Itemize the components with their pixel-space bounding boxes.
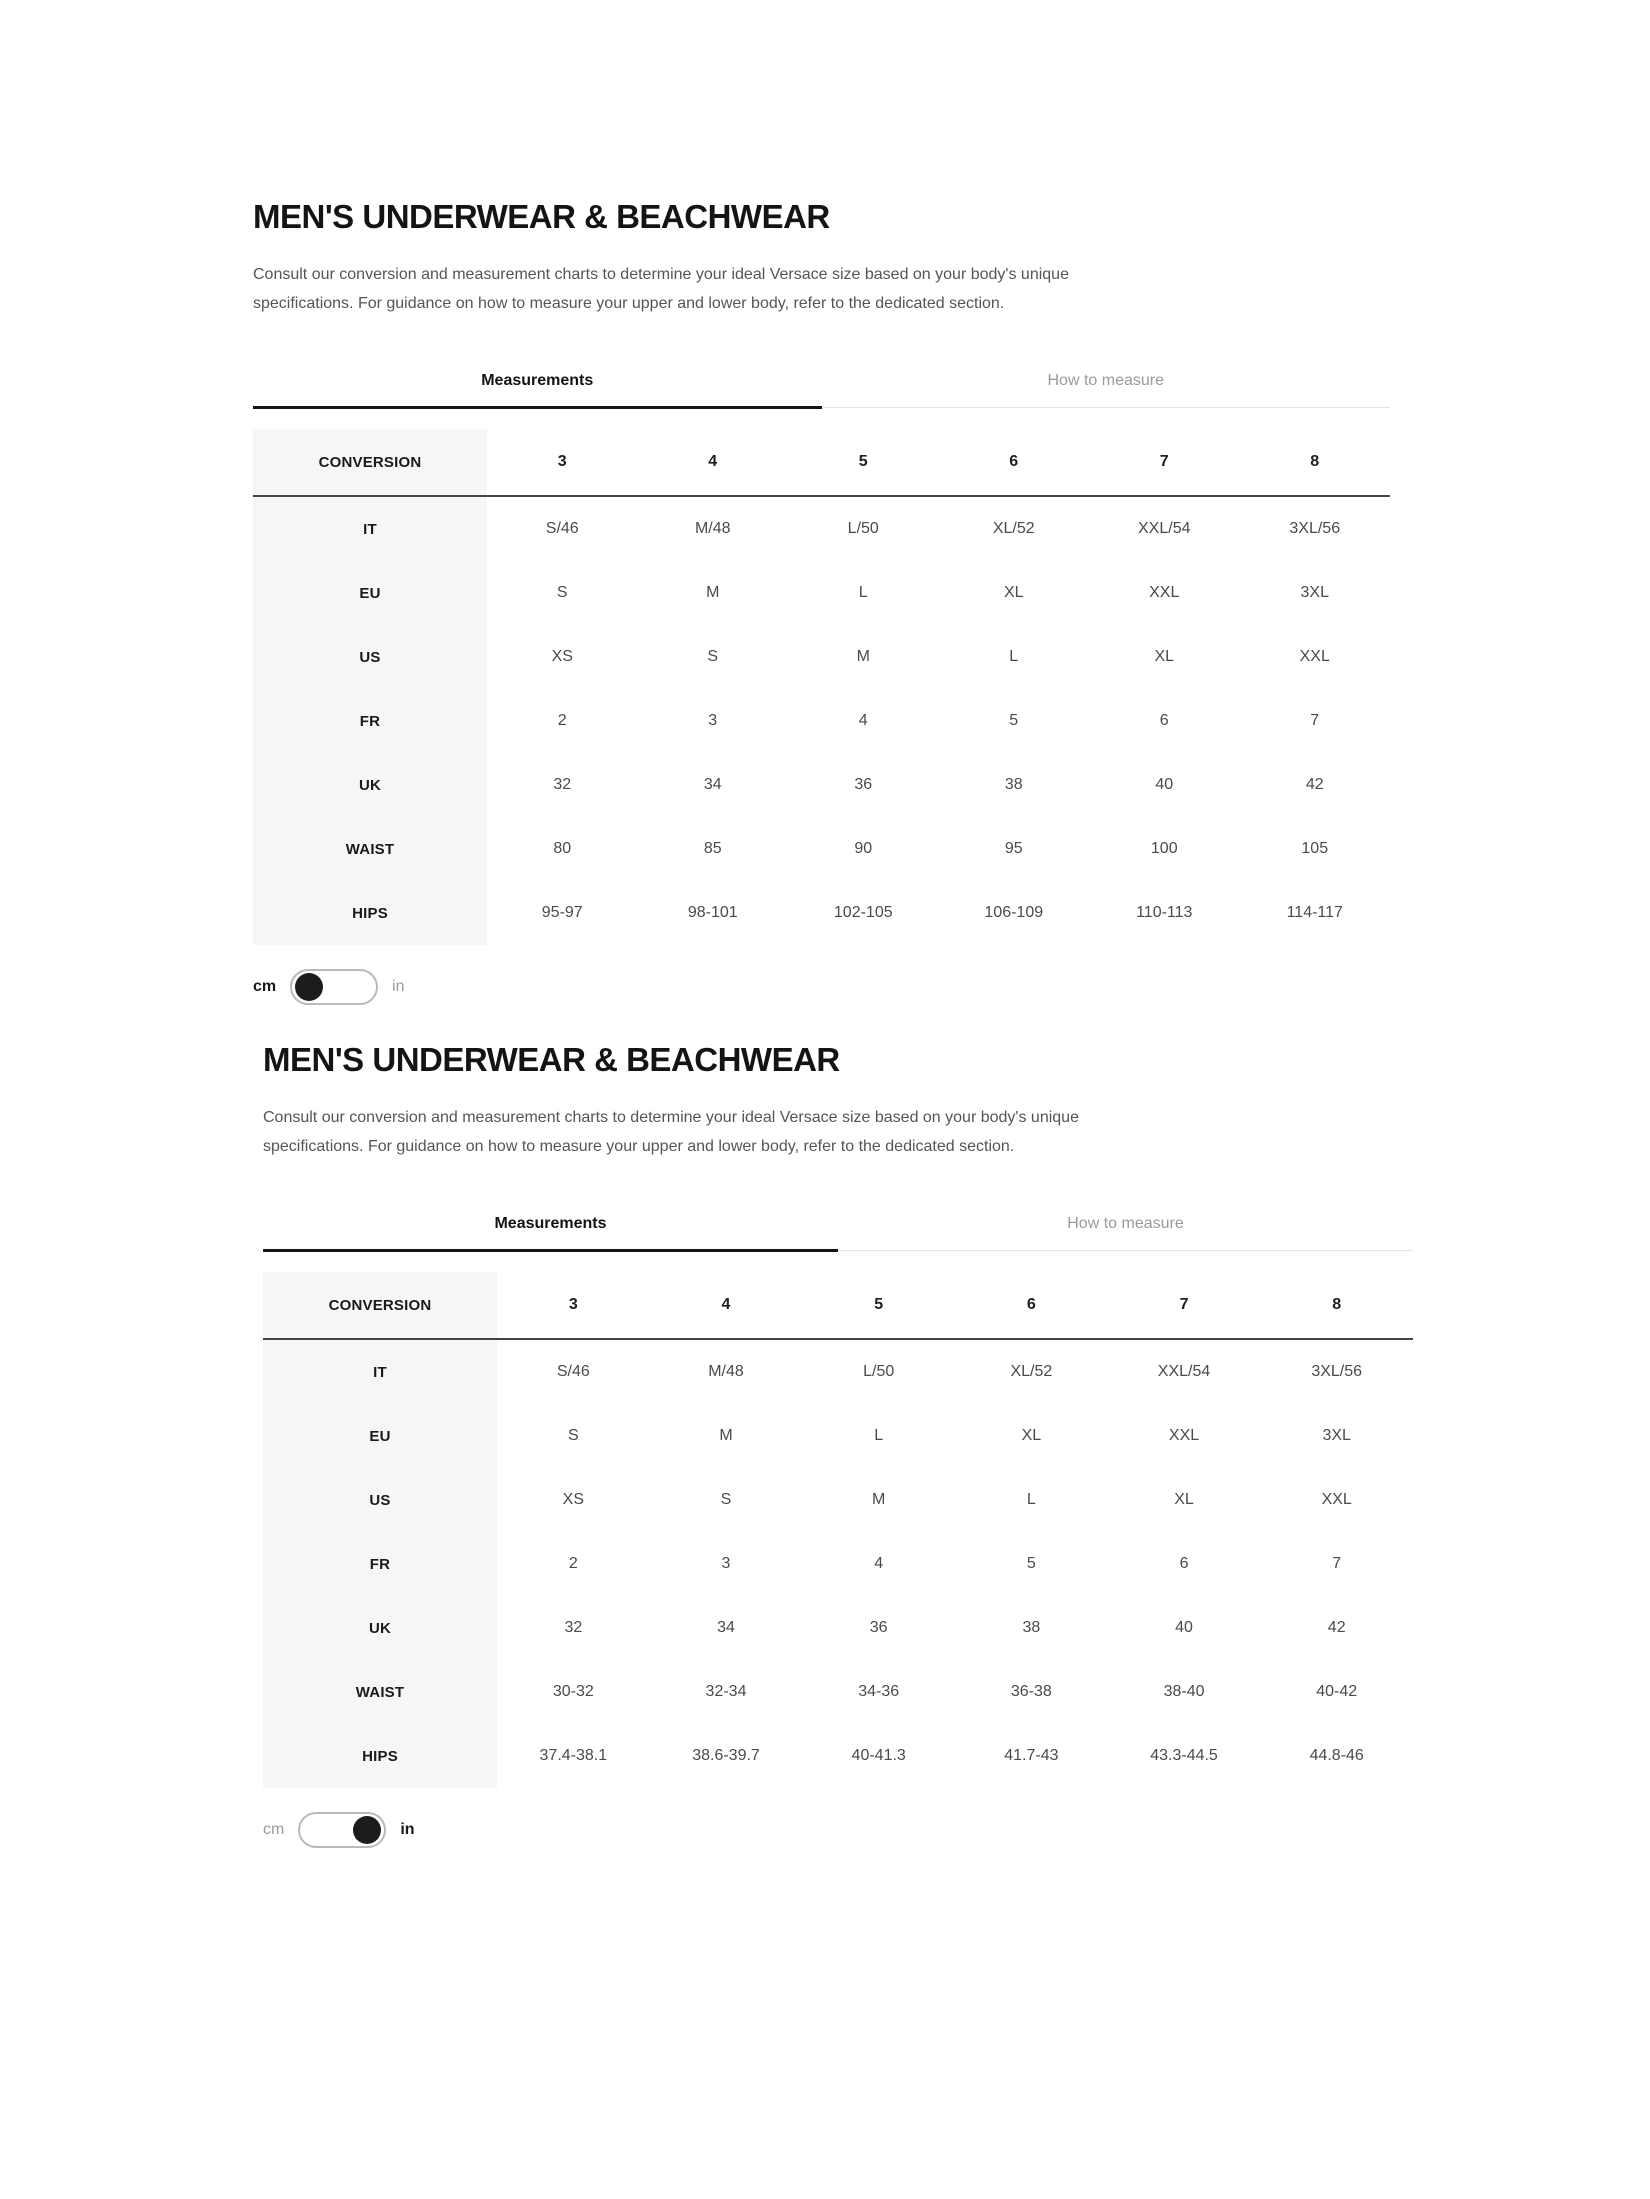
table-row	[253, 689, 1390, 753]
size-value: 42	[1305, 776, 1324, 793]
size-value: M/48	[708, 1363, 744, 1380]
row-label: IT	[253, 497, 487, 561]
size-value: 32-34	[705, 1683, 747, 1700]
size-value: 114-117	[1286, 904, 1343, 921]
unit-toggle	[263, 1812, 1413, 1848]
row-label: FR	[263, 1532, 497, 1596]
size-value: L	[1026, 1491, 1036, 1508]
size-value: XL/52	[1010, 1363, 1053, 1380]
size-value: L	[858, 584, 868, 601]
table-row	[263, 1340, 1413, 1404]
header-size-number: 5	[874, 1296, 884, 1313]
row-label: US	[253, 625, 487, 689]
table-row	[253, 497, 1390, 561]
size-value: 32	[564, 1619, 583, 1636]
size-value: 6	[1159, 712, 1169, 729]
size-value: 44.8-46	[1309, 1747, 1364, 1764]
table-row	[263, 1724, 1413, 1788]
size-value: 38	[1004, 776, 1023, 793]
size-value: S	[720, 1491, 732, 1508]
tab-how-to-measure[interactable]: How to measure	[1047, 372, 1164, 389]
table-row	[253, 625, 1390, 689]
size-value: 36	[869, 1619, 888, 1636]
table-row	[253, 817, 1390, 881]
page-title: MEN'S UNDERWEAR & BEACHWEAR	[263, 1041, 840, 1078]
size-value: XS	[551, 648, 573, 665]
size-value: 100	[1150, 840, 1178, 857]
size-conversion-table	[253, 429, 1390, 945]
size-value: 43.3-44.5	[1150, 1747, 1218, 1764]
row-label: HIPS	[253, 881, 487, 945]
unit-toggle	[253, 969, 1390, 1005]
size-value: 3XL	[1322, 1427, 1351, 1444]
table-row	[263, 1468, 1413, 1532]
size-value: 30-32	[552, 1683, 594, 1700]
size-value: M	[706, 584, 720, 601]
page-title: MEN'S UNDERWEAR & BEACHWEAR	[253, 198, 830, 235]
size-value: 3XL/56	[1311, 1363, 1363, 1380]
tab-measurements[interactable]: Measurements	[263, 1215, 838, 1252]
size-value: 2	[557, 712, 567, 729]
row-label: US	[263, 1468, 497, 1532]
size-value: 32	[553, 776, 572, 793]
size-value: 2	[568, 1555, 578, 1572]
row-label: EU	[263, 1404, 497, 1468]
size-value: M	[856, 648, 870, 665]
row-label: WAIST	[253, 817, 487, 881]
size-value: 98-101	[687, 904, 738, 921]
size-value: L	[874, 1427, 884, 1444]
size-value: 90	[854, 840, 873, 857]
tab-how-to-measure[interactable]: How to measure	[1067, 1215, 1184, 1232]
size-value: 3XL	[1300, 584, 1329, 601]
size-value: M	[872, 1491, 886, 1508]
size-value: L	[1009, 648, 1019, 665]
size-value: 5	[1026, 1555, 1036, 1572]
header-size-number: 8	[1310, 453, 1320, 470]
size-section-cm	[253, 198, 1390, 1005]
table-row	[253, 561, 1390, 625]
unit-label-in: in	[392, 978, 405, 995]
size-value: 4	[874, 1555, 884, 1572]
size-value: S	[568, 1427, 579, 1444]
unit-label-cm: cm	[253, 978, 277, 995]
size-value: 34-36	[858, 1683, 900, 1700]
tab-bar	[263, 1203, 1413, 1251]
size-value: 38.6-39.7	[692, 1747, 760, 1764]
size-value: 37.4-38.1	[539, 1747, 608, 1764]
size-value: 105	[1301, 840, 1329, 857]
size-value: 40	[1175, 1619, 1193, 1636]
unit-label-cm: cm	[263, 1821, 285, 1838]
size-value: M/48	[694, 520, 731, 537]
size-value: L/50	[863, 1363, 895, 1380]
switch-knob	[353, 1816, 381, 1844]
size-value: 3	[708, 712, 718, 729]
header-conversion-label: CONVERSION	[263, 1272, 497, 1338]
size-value: XL	[1003, 584, 1024, 601]
size-value: XL/52	[992, 520, 1035, 537]
row-label: IT	[263, 1340, 497, 1404]
switch-knob	[295, 973, 323, 1001]
size-value: 36	[854, 776, 873, 793]
table-row	[253, 753, 1390, 817]
size-value: XXL	[1299, 648, 1330, 665]
size-value: 38-40	[1163, 1683, 1205, 1700]
size-value: 85	[703, 840, 722, 857]
row-label: WAIST	[263, 1660, 497, 1724]
size-value: 7	[1332, 1555, 1342, 1572]
header-size-number: 4	[708, 453, 718, 470]
row-label: HIPS	[263, 1724, 497, 1788]
size-value: M	[719, 1427, 733, 1444]
size-value: S/46	[556, 1363, 590, 1380]
unit-label-in: in	[400, 1821, 415, 1838]
tab-measurements[interactable]: Measurements	[253, 372, 822, 409]
header-size-number: 4	[721, 1296, 731, 1313]
size-value: XXL	[1149, 584, 1180, 601]
size-value: XL	[1174, 1491, 1194, 1508]
size-value: 102-105	[833, 904, 893, 921]
table-row	[263, 1532, 1413, 1596]
size-value: 4	[858, 712, 868, 729]
size-value: XS	[562, 1491, 584, 1508]
size-value: XL	[1154, 648, 1175, 665]
size-value: 5	[1009, 712, 1019, 729]
size-value: 38	[1022, 1619, 1041, 1636]
header-conversion-label: CONVERSION	[253, 429, 487, 495]
tab-bar	[253, 360, 1390, 408]
size-section-in	[263, 1041, 1413, 1848]
size-value: 40	[1155, 776, 1174, 793]
header-size-number: 6	[1009, 453, 1019, 470]
size-value: 80	[553, 840, 572, 857]
size-value: 36-38	[1010, 1683, 1052, 1700]
size-value: S	[556, 584, 568, 601]
header-size-number: 6	[1026, 1296, 1036, 1313]
row-label: UK	[263, 1596, 497, 1660]
size-value: 6	[1179, 1555, 1189, 1572]
size-value: XL	[1021, 1427, 1042, 1444]
section-description: Consult our conversion and measurement charts to determine your ideal Versace size based on your body's unique specifications. For guidance on how to measure your upper and lower body, refer to the dedicated section.	[263, 1109, 1079, 1155]
size-value: 95-97	[541, 904, 583, 921]
header-size-number: 3	[557, 453, 567, 470]
size-value: 106-109	[984, 904, 1044, 921]
table-header-row	[263, 1272, 1413, 1340]
size-value: 3XL/56	[1289, 520, 1341, 537]
size-value: 34	[703, 776, 722, 793]
size-value: XXL	[1168, 1427, 1200, 1444]
header-size-number: 7	[1179, 1296, 1189, 1313]
header-size-number: 7	[1159, 453, 1169, 470]
cm-in-switch[interactable]	[290, 969, 378, 1005]
table-row	[263, 1596, 1413, 1660]
size-value: 34	[717, 1619, 735, 1636]
size-value: XXL/54	[1138, 520, 1191, 537]
row-label: EU	[253, 561, 487, 625]
cm-in-switch[interactable]	[298, 1812, 386, 1848]
header-size-number: 8	[1332, 1296, 1342, 1313]
table-row	[263, 1660, 1413, 1724]
size-value: 40-42	[1316, 1683, 1358, 1700]
header-size-number: 5	[858, 453, 868, 470]
table-header-row	[253, 429, 1390, 497]
size-value: S	[707, 648, 719, 665]
header-size-number: 3	[568, 1296, 578, 1313]
size-value: 95	[1004, 840, 1023, 857]
table-row	[263, 1404, 1413, 1468]
size-value: XXL/54	[1157, 1363, 1211, 1380]
size-value: 7	[1310, 712, 1320, 729]
size-value: S/46	[545, 520, 579, 537]
size-value: 110-113	[1136, 904, 1193, 921]
size-value: 41.7-43	[1004, 1747, 1059, 1764]
size-value: 3	[721, 1555, 731, 1572]
size-value: 42	[1327, 1619, 1346, 1636]
section-description: Consult our conversion and measurement charts to determine your ideal Versace size based on your body's unique specifications. For guidance on how to measure your upper and lower body, refer to the dedicated section.	[253, 266, 1069, 312]
table-row	[253, 881, 1390, 945]
size-value: L/50	[847, 520, 879, 537]
size-value: 40-41.3	[851, 1747, 906, 1764]
row-label: FR	[253, 689, 487, 753]
size-conversion-table	[263, 1272, 1413, 1788]
row-label: UK	[253, 753, 487, 817]
size-value: XXL	[1321, 1491, 1352, 1508]
